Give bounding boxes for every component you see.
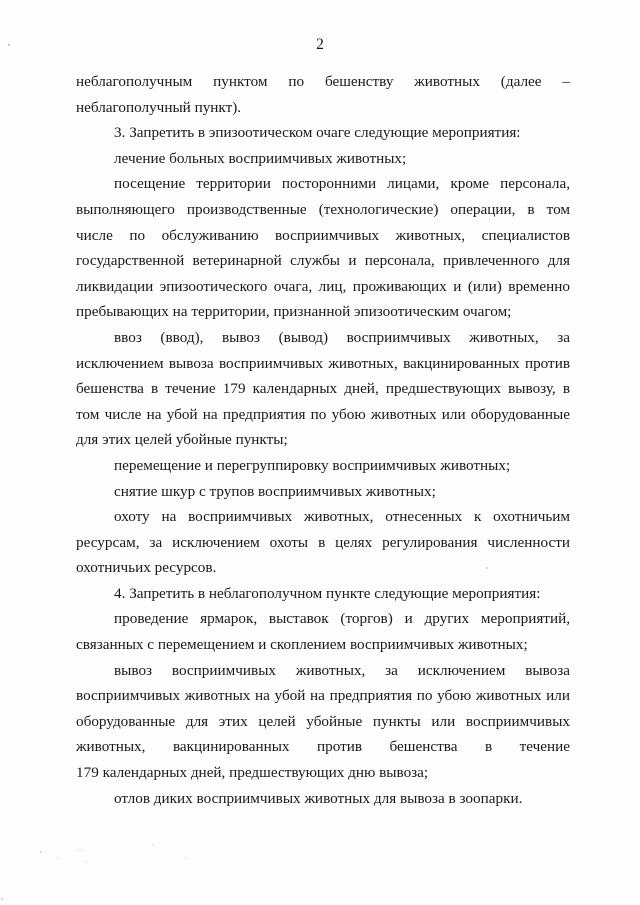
text-line: животных, вакцинированных против бешенства в течение xyxy=(76,738,570,756)
text-line: восприимчивых животных на убой на предприятия по убою животных или xyxy=(76,687,570,705)
text-line: охотничьих ресурсов. xyxy=(76,559,217,577)
paragraph xyxy=(76,581,570,607)
text-line: снятие шкур с трупов восприимчивых животных; xyxy=(114,482,436,500)
text-line: перемещение и перегруппировку восприимчивых животных; xyxy=(114,456,511,474)
paragraph xyxy=(76,606,570,657)
paragraph xyxy=(76,786,570,812)
paragraph xyxy=(76,120,570,146)
paragraph xyxy=(76,69,570,120)
text-line: оборудованные для этих целей убойные пункты или восприимчивых xyxy=(76,712,570,730)
text-line: неблагополучным пунктом по бешенству животных (далее – xyxy=(76,73,570,90)
paragraph xyxy=(76,325,570,453)
text-line: ликвидации эпизоотического очага, лиц, проживающих и (или) временно xyxy=(76,277,570,295)
paragraph xyxy=(76,479,570,505)
text-line: лечение больных восприимчивых животных; xyxy=(114,149,407,167)
paragraph xyxy=(76,504,570,581)
text-line: неблагополучный пункт). xyxy=(76,98,242,116)
text-line: охоту на восприимчивых животных, отнесенных к охотничьим xyxy=(114,508,570,526)
text-line: 3. Запретить в эпизоотическом очаге следующие мероприятия: xyxy=(114,124,521,142)
text-line: бешенства в течение 179 календарных дней, предшествующих вывозу, в xyxy=(76,380,570,398)
paragraph xyxy=(76,453,570,479)
page-number: 2 xyxy=(316,36,324,53)
text-line: пребывающих на территории, признанной эпизоотическим очагом; xyxy=(76,303,512,321)
text-line: проведение ярмарок, выставок (торгов) и других мероприятий, xyxy=(114,610,570,628)
text-line: числе по обслуживанию восприимчивых животных, специалистов xyxy=(76,226,570,244)
text-line: связанных с перемещением и скоплением восприимчивых животных; xyxy=(76,636,528,654)
document-body xyxy=(76,69,570,811)
text-line: государственной ветеринарной службы и персонала, привлеченного для xyxy=(76,252,570,270)
text-line: вывоз восприимчивых животных, за исключением вывоза xyxy=(114,661,570,679)
text-line: отлов диких восприимчивых животных для вывоза в зоопарки. xyxy=(114,789,523,807)
text-line: 4. Запретить в неблагополучном пункте следующие мероприятия: xyxy=(114,584,541,602)
text-line: для этих целей убойные пункты; xyxy=(76,431,288,449)
paragraph xyxy=(76,658,570,786)
text-line: 179 календарных дней, предшествующих дню вывоза; xyxy=(76,764,429,782)
text-line: посещение территории посторонними лицами, кроме персонала, xyxy=(114,175,570,193)
text-line: исключением вывоза восприимчивых животных, вакцинированных против xyxy=(76,354,570,372)
text-line: том числе на убой на предприятия по убою животных или оборудованные xyxy=(76,405,570,423)
text-line: ввоз (ввод), вывоз (вывод) восприимчивых животных, за xyxy=(114,328,570,346)
text-line: ресурсам, за исключением охоты в целях регулирования численности xyxy=(76,533,570,551)
paragraph xyxy=(76,171,570,325)
paragraph xyxy=(76,146,570,172)
text-line: выполняющего производственные (технологические) операции, в том xyxy=(76,200,570,218)
